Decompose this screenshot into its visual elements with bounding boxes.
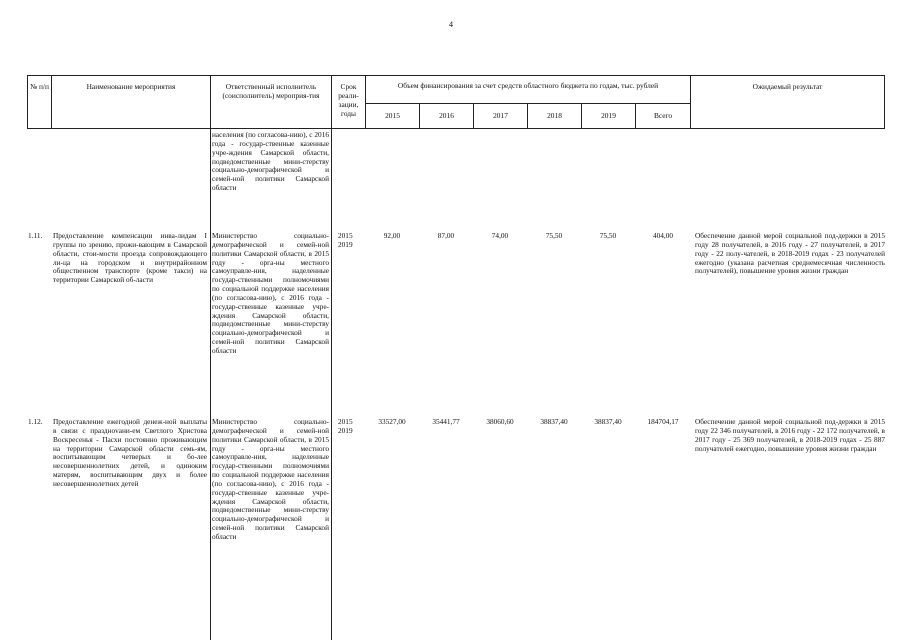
row-value-2018: 75,50 [545,231,563,240]
header-num: № п/п [27,75,52,129]
row-value-total: 404,00 [652,231,674,240]
row-value-2017: 74,00 [491,231,509,240]
row-name: Предоставление ежегодной денеж-ной выплаты в связи с празднovани-ем Светлого Христова Воскресенья - Пасхи постоянно проживающим на территории Самарской области семь-ям, воспитывающим четверых и бо-лее несовершеннолетних детей, и одиноким матерям, воспитывающим двух и более несовершеннолетних детей [53,417,207,488]
row-value-2016: 87,00 [437,231,455,240]
row-number: 1.12. [28,417,43,426]
header-result: Ожидаемый результат [690,75,885,129]
header-year-2018: 2018 [527,103,582,129]
row-number: 1.11. [28,231,43,240]
header-year-2016: 2016 [419,103,474,129]
header-year-2015: 2015 [365,103,420,129]
row-name: Предоставление компенсации инва-лидам I группы по зрению, прожи-вающим в Самарской области, стои-мости проезда сопровождающего ли-ца на городском и внутрирайонном общественном транспорте (кроме такси) на территории Самарской об-ласти [53,231,207,285]
column-divider [210,128,211,640]
column-divider [331,128,332,640]
header-year-2019: 2019 [581,103,636,129]
header-total: Всего [635,103,691,129]
row-result: Обеспечение данной мерой социальной под-держки в 2015 году 28 получателей, в 2016 году - 27 получателей, в 2017 году - 22 полу-чателей, в 2018-2019 годах - 23 получателей ежегодно (указана расчетная среднемесячная численность получателей), повышение уровня жизни граждан [695,231,885,276]
header-term: Срок реали-зации, годы [331,75,366,129]
row-value-2015: 33527,00 [378,417,406,426]
row-value-2019: 75,50 [599,231,617,240]
row-value-2019: 38837,40 [594,417,622,426]
header-executor: Ответственный исполнитель (соисполнитель) мероприя-тия [210,75,332,129]
page-number: 4 [449,20,453,29]
header-year-2017: 2017 [473,103,528,129]
row-value-2016: 35441,77 [432,417,460,426]
row-executor: Министерство социально-демографической и семей-ной политики Самарской области, в 2015 году - орга-ны местного самоуправле-ния, наделенные государ-ственными полномочиями по социальной поддержке населения (по согласова-нию), с 2016 года - государ-ственные казенные учре-ждения Самарской области, подведомственные мини-стерству социально-демографической и семей-ной политики Самарской области [212,417,329,541]
row-term: 2015 2019 [338,417,353,435]
header-name: Наименование мероприятия [51,75,211,129]
row-value-2018: 38837,40 [540,417,568,426]
row-value-2015: 92,00 [383,231,401,240]
row-result: Обеспечение данной мерой социальной под-держки в 2015 году 22 346 получателей, в 2016 году - 22 172 получателей, в 2017 году - 25 369 получателей, в 2018-2019 годах - 25 887 получателей ежегодно, повышение уровня жизни граждан [695,417,885,453]
row-value-2017: 38060,60 [486,417,514,426]
header-funding: Объем финансирования за счет средств областного бюджета по годам, тыс. рублей [365,75,691,104]
continuation-executor: населения (по согласова-нию), с 2016 года - государ-ственные казенные учре-ждения Самарской области, подведомственные мини-стерству социально-демографической и семей-ной политики Самарской области [212,130,329,193]
row-executor: Министерство социально-демографической и семей-ной политики Самарской области, в 2015 году - орга-ны местного самоуправле-ния, наделенные государ-ственными полномочиями по социальной поддержке населения (по согласова-нию), с 2016 года - государ-ственные казенные учре-ждения Самарской области, подведомственные мини-стерству социально-демографической и семей-ной политики Самарской области [212,231,329,355]
row-value-total: 184704,17 [647,417,679,426]
row-term: 2015 2019 [338,231,353,249]
